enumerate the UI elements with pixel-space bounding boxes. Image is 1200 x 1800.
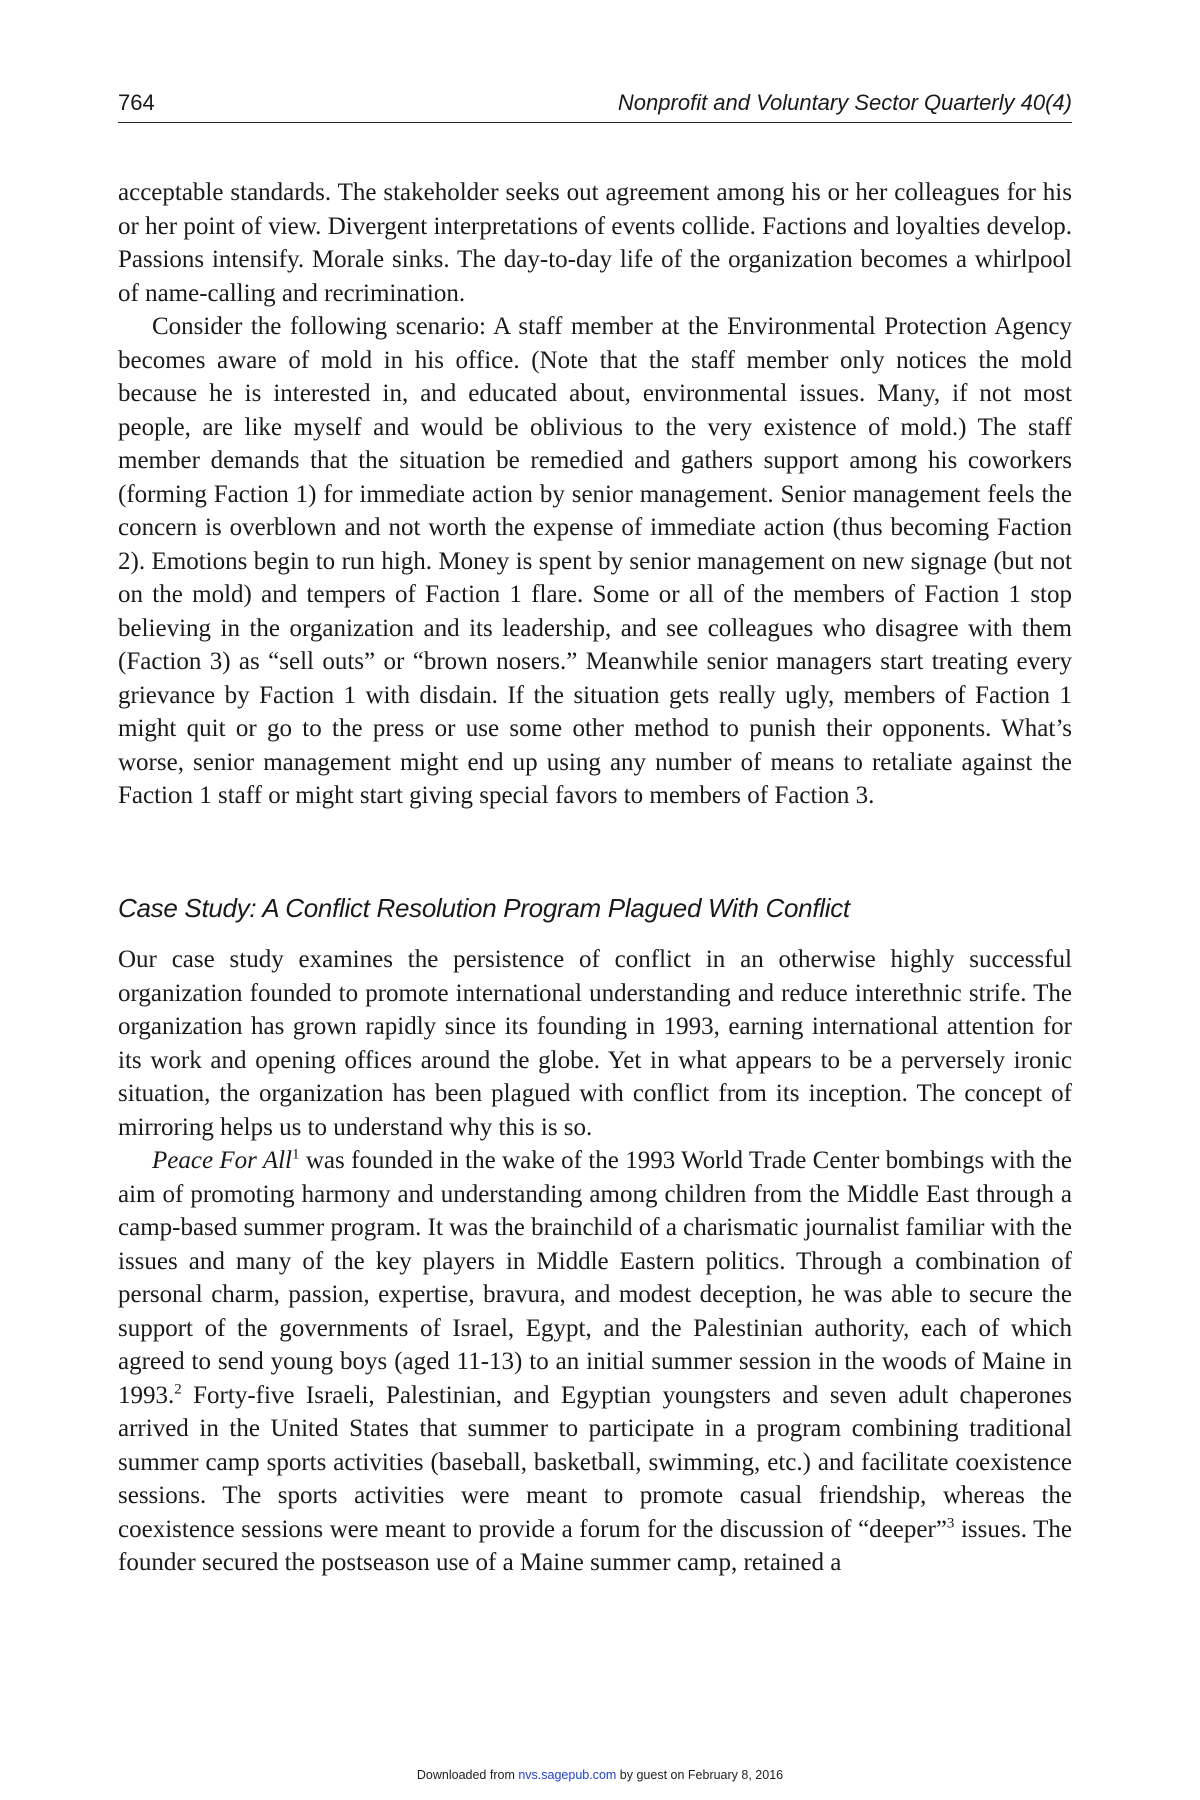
journal-title: Nonprofit and Voluntary Sector Quarterly 40(4) xyxy=(617,90,1072,115)
organization-name: Peace For All xyxy=(152,1147,292,1174)
page-number: 764 xyxy=(118,90,155,115)
footer-suffix: by guest on February 8, 2016 xyxy=(616,1768,784,1782)
paragraph-text: issues. The founder secured the postseason use of a Maine summer camp, retained a xyxy=(118,1515,1072,1576)
body-text-block xyxy=(118,176,1072,813)
download-footer xyxy=(0,1768,1200,1782)
paragraph-text: Forty-five Israeli, Palestinian, and Egyptian youngsters and seven adult chaperones arrived in the United States that summer to participate in a program combining traditional summer camp sports activities (baseball, basketball, swimming, etc.) and facilitate coexistence sessions. The sports activities were meant to promote casual friendship, whereas the coexistence sessions were meant to provide a forum for the discussion of “deeper” xyxy=(118,1381,1072,1543)
footnote-marker: 1 xyxy=(291,1146,300,1163)
paragraph: Our case study examines the persistence of conflict in an otherwise highly successful organization founded to promote international understanding and reduce interethnic strife. The organization has grown rapidly since its founding in 1993, earning international attention for its work and opening offices around the globe. Yet in what appears to be a perversely ironic situation, the organization has been plagued with conflict from its inception. The concept of mirroring helps us to understand why this is so. xyxy=(118,946,1072,1141)
paragraph xyxy=(118,1144,1072,1580)
paragraph: acceptable standards. The stakeholder seeks out agreement among his or her colleagues for his or her point of view. Divergent interpretations of events collide. Factions and loyalties develop. Passions intensify. Morale sinks. The day-to-day life of the organization becomes a whirlpool of name-calling and recrimination. xyxy=(118,179,1072,307)
footer-prefix: Downloaded from xyxy=(416,1768,519,1782)
running-header xyxy=(118,86,1072,123)
source-link[interactable]: nvs.sagepub.com xyxy=(518,1768,617,1782)
section-heading: Case Study: A Conflict Resolution Program Plagued With Conflict xyxy=(118,893,850,923)
section-body xyxy=(118,943,1072,1580)
footnote-marker: 2 xyxy=(174,1381,182,1398)
paragraph-text: was founded in the wake of the 1993 World Trade Center bombings with the aim of promoting harmony and understanding among children from the Middle East through a camp-based summer program. It was the brainchild of a charismatic journalist familiar with the issues and many of the key players in Middle Eastern politics. Through a combination of personal charm, passion, expertise, bravura, and modest deception, he was able to secure the support of the governments of Israel, Egypt, and the Palestinian authority, each of which agreed to send young boys (aged 11-13) to an initial summer session in the woods of Maine in 1993. xyxy=(118,1147,1072,1409)
paragraph: Consider the following scenario: A staff member at the Environmental Protection Agency becomes aware of mold in his office. (Note that the staff member only notices the mold because he is interested in, and educated about, environmental issues. Many, if not most people, are like myself and would be oblivious to the very existence of mold.) The staff member demands that the situation be remedied and gathers support among his coworkers (forming Faction 1) for immediate action by senior management. Senior management feels the concern is overblown and not worth the expense of immediate action (thus becoming Faction 2). Emotions begin to run high. Money is spent by senior management on new signage (but not on the mold) and tempers of Faction 1 flare. Some or all of the members of Faction 1 stop believing in the organization and its leadership, and see colleagues who disagree with them (Faction 3) as “sell outs” or “brown nosers.” Meanwhile senior managers start treating every grievance by Faction 1 with disdain. If the situation gets really ugly, members of Faction 1 might quit or go to the press or use some other method to punish their opponents. What’s worse, senior management might end up using any number of means to retaliate against the Faction 1 staff or might start giving special favors to members of Faction 3. xyxy=(118,313,1072,809)
footnote-marker: 3 xyxy=(946,1515,955,1532)
